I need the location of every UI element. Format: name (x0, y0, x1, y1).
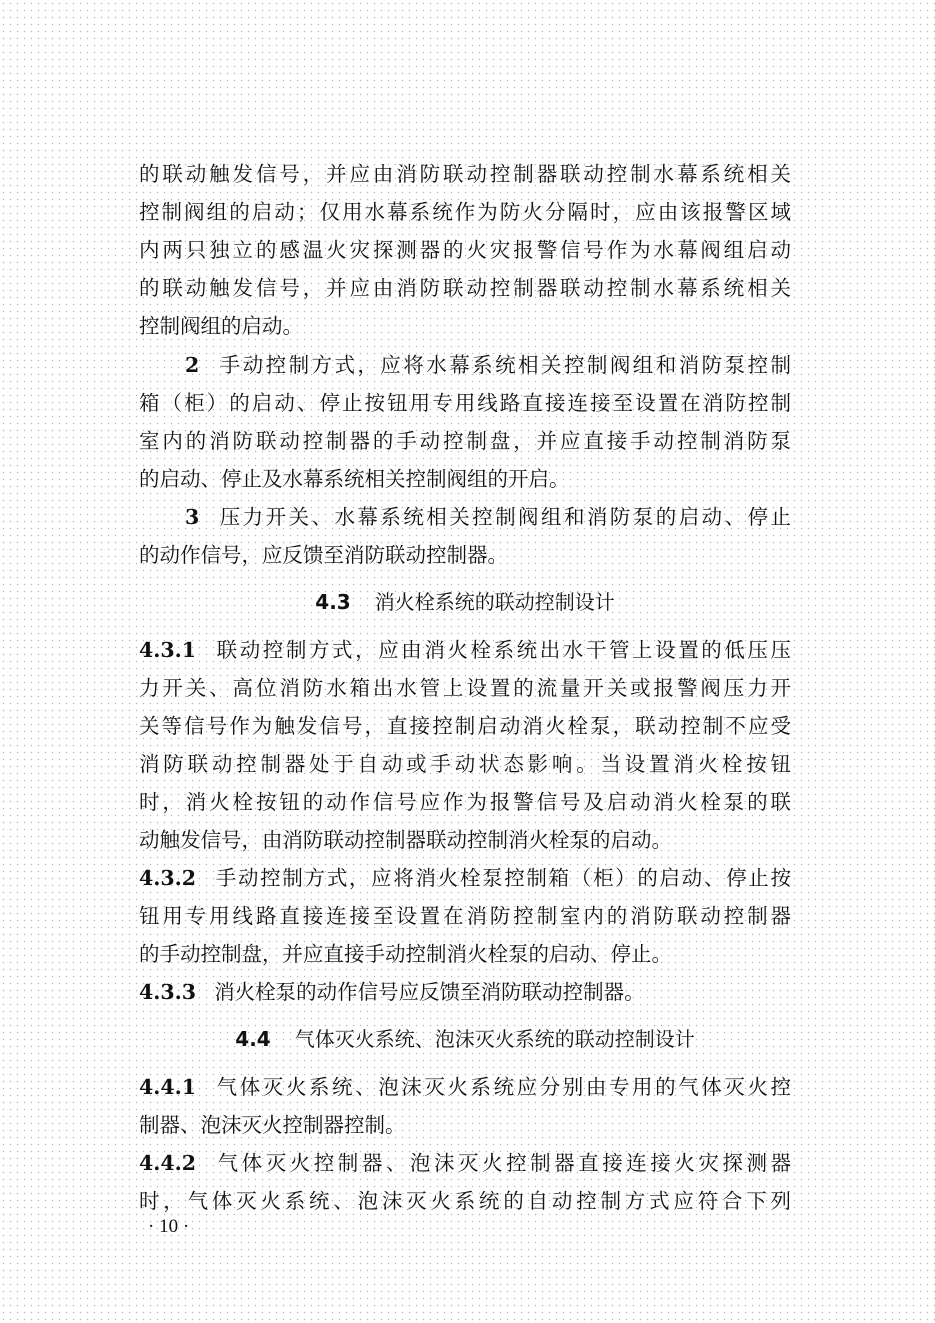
clause-number: 4.3.3 (139, 980, 197, 1004)
text-line: 的启动、停止及水幕系统相关控制阀组的开启。 (139, 467, 570, 491)
text-line: 的手动控制盘，并应直接手动控制消火栓泵的启动、停止。 (139, 942, 672, 966)
text-line: 力开关、高位消防水箱出水管上设置的流量开关或报警阀压力开 (139, 676, 791, 700)
text-line: 时，消火栓按钮的动作信号应作为报警信号及启动消火栓泵的联 (139, 790, 791, 814)
text-line: 消防联动控制器处于自动或手动状态影响。当设置消火栓按钮 (139, 752, 791, 776)
item-number: 2 (185, 353, 200, 377)
text-line: 制器、泡沫灭火控制器控制。 (139, 1113, 406, 1137)
clause-4-3-1-first-line (139, 632, 791, 668)
text-line: 手动控制方式，应将水幕系统相关控制阀组和消防泵控制 (217, 353, 791, 377)
text-line: 消火栓泵的动作信号应反馈至消防联动控制器。 (214, 980, 645, 1004)
text-line: 钮用专用线路直接连接至设置在消防控制室内的消防联动控制器 (139, 904, 791, 928)
text-line: 的联动触发信号，并应由消防联动控制器联动控制水幕系统相关 (139, 162, 791, 186)
clause-number: 4.3.2 (139, 866, 197, 890)
clause-4-3-3-line (139, 974, 791, 1010)
text-line: 控制阀组的启动。 (139, 314, 303, 338)
clause-number: 4.3.1 (139, 638, 197, 662)
section-title: 气体灭火系统、泡沫灭火系统的联动控制设计 (294, 1027, 695, 1051)
clause-4-4-1-first-line (139, 1069, 791, 1105)
clause-4-4-2-first-line (139, 1145, 791, 1181)
clause-number: 4.4.2 (139, 1151, 197, 1175)
clause-number: 4.4.1 (139, 1075, 197, 1099)
clause-4-3-2-first-line (139, 860, 791, 896)
section-heading-4-4 (139, 1021, 791, 1057)
text-line: 动触发信号，由消防联动控制器联动控制消火栓泵的启动。 (139, 828, 672, 852)
section-number: 4.4 (235, 1027, 271, 1051)
text-line: 的联动触发信号，并应由消防联动控制器联动控制水幕系统相关 (139, 276, 791, 300)
page-number: · 10 · (148, 1216, 190, 1237)
text-line: 压力开关、水幕系统相关控制阀组和消防泵的启动、停止 (217, 505, 791, 529)
text-line: 气体灭火控制器、泡沫灭火控制器直接连接火灾探测器 (214, 1151, 791, 1175)
item-number: 3 (185, 505, 200, 529)
section-heading-4-3 (139, 584, 791, 620)
text-line: 手动控制方式，应将消火栓泵控制箱（柜）的启动、停止按 (214, 866, 791, 890)
text-line: 时，气体灭火系统、泡沫灭火系统的自动控制方式应符合下列 (139, 1189, 791, 1213)
item-3-first-line (185, 499, 791, 535)
text-line: 关等信号作为触发信号，直接控制启动消火栓泵，联动控制不应受 (139, 714, 791, 738)
text-line: 控制阀组的启动；仅用水幕系统作为防火分隔时，应由该报警区域 (139, 200, 791, 224)
text-line: 箱（柜）的启动、停止按钮用专用线路直接连接至设置在消防控制 (139, 391, 791, 415)
section-number: 4.3 (315, 590, 351, 614)
section-title: 消火栓系统的联动控制设计 (374, 590, 615, 614)
text-line: 室内的消防联动控制器的手动控制盘，并应直接手动控制消防泵 (139, 429, 791, 453)
text-line: 气体灭火系统、泡沫灭火系统应分别由专用的气体灭火控 (214, 1075, 791, 1099)
item-2-first-line (185, 347, 791, 383)
text-line: 的动作信号，应反馈至消防联动控制器。 (139, 543, 508, 567)
text-line: 联动控制方式，应由消火栓系统出水干管上设置的低压压 (214, 638, 791, 662)
text-line: 内两只独立的感温火灾探测器的火灾报警信号作为水幕阀组启动 (139, 238, 791, 262)
